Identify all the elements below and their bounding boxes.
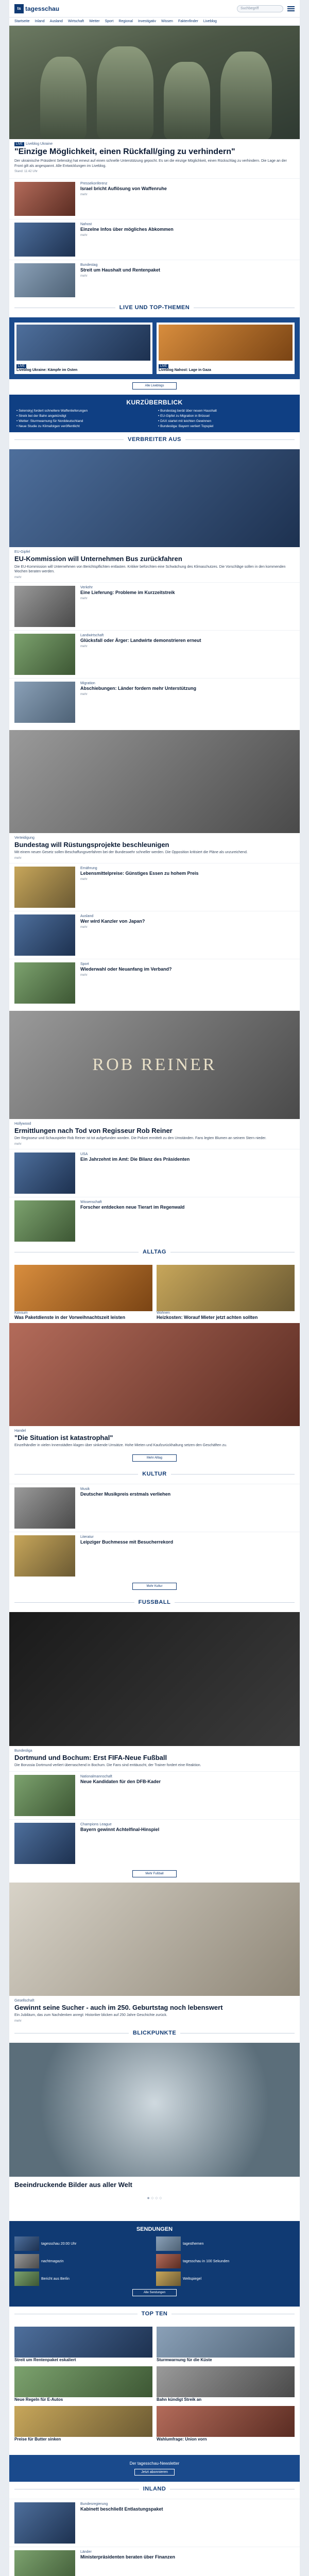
sendungen-section — [9, 2221, 300, 2307]
live-badge: LIVE — [14, 142, 24, 146]
brief-item[interactable]: • Streik bei der Bahn angekündigt — [16, 414, 151, 418]
article-kicker: Pressekonferenz — [80, 182, 108, 186]
article-kicker: Verteidigung — [14, 836, 35, 840]
article-title[interactable]: Preise für Butter sinken — [14, 2437, 61, 2442]
article-thumbnail — [157, 1265, 295, 1311]
nav-item[interactable]: Investigativ — [138, 20, 156, 23]
list-item[interactable] — [9, 911, 300, 959]
list-item[interactable] — [157, 2366, 295, 2402]
list-item[interactable] — [9, 178, 300, 219]
article-meta[interactable]: mehr — [80, 597, 88, 600]
more-alltag-button[interactable]: Mehr Alltag — [132, 1454, 177, 1462]
section-heading-verbreiter: VERBREITER AUS — [9, 432, 300, 449]
article-kicker: Gesellschaft — [14, 1998, 35, 2003]
brief-item[interactable]: • Selenskyj fordert schnellere Waffenlieferungen — [16, 409, 151, 413]
feature-image[interactable] — [9, 730, 300, 833]
article-kicker: Ausland — [80, 914, 94, 918]
newsletter-banner — [9, 2455, 300, 2482]
article-thumbnail — [14, 1775, 75, 1816]
section-heading-topten: TOP TEN — [9, 2307, 300, 2324]
logo-mark: ts — [14, 4, 24, 13]
section-heading-fussball: FUSSBALL — [9, 1595, 300, 1612]
more-sendungen-button[interactable]: Alle Sendungen — [132, 2289, 177, 2296]
feature-image[interactable] — [9, 449, 300, 547]
article-thumbnail — [14, 2406, 152, 2437]
more-kultur-button[interactable]: Mehr Kultur — [132, 1583, 177, 1590]
article-title[interactable]: "Die Situation ist katastrophal" — [14, 1433, 113, 1442]
article-meta[interactable]: mehr — [80, 925, 88, 929]
article-kicker: Bundesliga — [14, 1749, 32, 1753]
section-heading-inland: INLAND — [9, 2482, 300, 2499]
article-meta[interactable]: mehr — [80, 234, 88, 238]
list-item[interactable] — [9, 678, 300, 726]
article-kicker: Verkehr — [80, 585, 93, 589]
show-thumbnail — [14, 2254, 39, 2268]
article-title[interactable]: Lebensmittelpreise: Günstiges Essen zu hohem Preis — [80, 870, 199, 876]
nav-item[interactable]: Ausland — [49, 20, 63, 23]
article-kicker: Ernährung — [80, 866, 97, 870]
article-title[interactable]: Was Paketdienste in der Vorweihnachtszeit leisten — [14, 1314, 126, 1320]
article-thumbnail — [157, 2327, 295, 2358]
article-kicker: Bundestag — [80, 263, 98, 267]
list-item[interactable] — [9, 219, 300, 260]
show-title: tagesthemen — [183, 2242, 204, 2246]
article-kicker: Konsum — [14, 1311, 28, 1315]
menu-icon[interactable] — [287, 6, 295, 11]
more-liveblogs-button[interactable]: Alle Liveblogs — [132, 382, 177, 389]
article-title[interactable]: Israel bricht Auflösung von Waffenruhe — [80, 186, 167, 192]
article-thumbnail — [14, 867, 75, 908]
article-meta[interactable]: mehr — [80, 645, 88, 648]
article-thumbnail — [157, 2406, 295, 2437]
nav-item[interactable]: Sport — [105, 20, 114, 23]
section-heading-alltag: ALLTAG — [9, 1245, 300, 1262]
article-kicker: Literatur — [80, 1535, 94, 1539]
brief-item[interactable]: • Bundestag berät über neuen Haushalt — [158, 409, 293, 413]
article-meta[interactable]: mehr — [80, 877, 88, 881]
article-title[interactable]: Gewinnt seine Sucher - auch im 250. Geburtstag noch lebenswert — [14, 2003, 223, 2011]
nav-item[interactable]: Wirtschaft — [67, 20, 84, 23]
more-fussball-button[interactable]: Mehr Fußball — [132, 1870, 177, 1877]
article-thumbnail — [14, 2327, 152, 2358]
list-item[interactable] — [9, 959, 300, 1007]
list-item[interactable] — [157, 2327, 295, 2362]
list-item[interactable] — [9, 1771, 300, 1819]
show-thumbnail — [14, 2272, 39, 2286]
list-item[interactable] — [9, 1532, 300, 1580]
list-item[interactable] — [9, 863, 300, 911]
article-title[interactable]: Leipziger Buchmesse mit Besucherrekord — [80, 1539, 174, 1545]
logo-text: tagesschau — [25, 5, 60, 12]
sendungen-heading: SENDUNGEN — [136, 2226, 173, 2233]
article-title[interactable]: Forscher entdecken neue Tierart im Regenwald — [80, 1204, 185, 1210]
show-title: nachtmagazin — [41, 2259, 64, 2263]
site-header — [9, 0, 300, 18]
nav-item[interactable]: Inland — [35, 20, 45, 23]
show-card[interactable] — [14, 2254, 153, 2268]
article-thumbnail — [14, 263, 75, 297]
article-title[interactable]: Sturmwarnung für die Küste — [157, 2358, 212, 2363]
image-overlay-text: ROB REINER — [92, 1055, 217, 1074]
article-meta[interactable]: mehr — [80, 193, 88, 197]
show-thumbnail — [156, 2272, 181, 2286]
section-heading-live: LIVE UND TOP-THEMEN — [9, 300, 300, 317]
article-title[interactable]: Abschiebungen: Länder fordern mehr Unterstützung — [80, 685, 197, 691]
article-meta[interactable]: mehr — [80, 275, 88, 278]
gallery-image[interactable] — [9, 2043, 300, 2177]
article-kicker: USA — [80, 1152, 88, 1156]
article-title[interactable]: Deutscher Musikpreis erstmals verliehen — [80, 1491, 171, 1497]
article-kicker: Sport — [80, 962, 89, 966]
article-title[interactable]: Bahn kündigt Streik an — [157, 2397, 202, 2402]
list-item[interactable] — [9, 1197, 300, 1245]
article-thumbnail — [14, 1153, 75, 1194]
article-teaser: Die EU-Kommission will Unternehmen von Berichtspflichten entlasten. Kritiker befürchten eine Schwächung des Klimaschutzes. Die Vorschläge sollen in den kommenden Wochen beraten werden. — [14, 565, 286, 574]
show-title: Weltspiegel — [183, 2277, 202, 2281]
brief-overview — [9, 395, 300, 432]
nav-item[interactable]: Liveblog — [203, 20, 217, 23]
search-input[interactable]: Suchbegriff — [237, 5, 283, 12]
show-title: tagesschau 20:00 Uhr — [41, 2242, 77, 2246]
article-kicker: Wissenschaft — [80, 1200, 102, 1204]
site-logo[interactable] — [14, 4, 59, 13]
main-nav — [9, 18, 300, 26]
show-card[interactable] — [14, 2272, 153, 2286]
article-meta[interactable]: mehr — [14, 856, 22, 860]
list-item[interactable] — [14, 2406, 152, 2442]
nav-item[interactable]: Startseite — [14, 20, 30, 23]
article-thumbnail — [14, 962, 75, 1004]
article-thumbnail — [14, 914, 75, 956]
newsletter-text: Der tagesschau-Newsletter — [129, 2461, 180, 2466]
show-card[interactable] — [156, 2236, 295, 2251]
newsletter-button[interactable]: Jetzt abonnieren — [134, 2469, 175, 2476]
article-kicker: Handel — [14, 1429, 26, 1433]
article-title[interactable]: Dortmund und Bochum: Erst FIFA-Neue Fußball — [14, 1753, 167, 1761]
article-meta[interactable]: mehr — [80, 973, 88, 977]
article-kicker: Landwirtschaft — [80, 633, 104, 637]
article-title[interactable]: Ermittlungen nach Tod von Regisseur Rob Reiner — [14, 1126, 173, 1134]
article-meta[interactable]: mehr — [14, 2019, 22, 2023]
article-meta[interactable]: mehr — [14, 1142, 22, 1146]
nav-item[interactable]: Wissen — [161, 20, 173, 23]
list-item[interactable] — [9, 260, 300, 300]
gallery-pagination[interactable]: ● ○ ○ ○ — [147, 2195, 162, 2201]
article-kicker: Nahost — [80, 223, 92, 227]
article-title[interactable]: Bayern gewinnt Achtelfinal-Hinspiel — [80, 1826, 160, 1832]
live-badge: LIVE — [159, 364, 168, 368]
feature-image[interactable] — [9, 1011, 300, 1119]
article-kicker: Champions League — [80, 1822, 112, 1826]
article-title[interactable]: Streit um Rentenpaket eskaliert — [14, 2358, 76, 2363]
section-heading-blickpunkte: BLICKPUNKTE — [9, 2026, 300, 2043]
gallery-title[interactable]: Beeindruckende Bilder aus aller Welt — [14, 2180, 132, 2189]
list-item[interactable] — [9, 1819, 300, 1867]
list-item[interactable] — [9, 2547, 300, 2576]
feature-image[interactable] — [9, 1883, 300, 1996]
brief-item[interactable]: • Neue Studie zu Klimafolgen veröffentlicht — [16, 425, 151, 428]
list-item[interactable] — [9, 582, 300, 630]
show-card[interactable] — [14, 2236, 153, 2251]
brief-item[interactable]: • Wetter: Sturmwarnung für Norddeutschland — [16, 419, 151, 423]
article-thumbnail — [14, 2502, 75, 2544]
brief-heading: KURZÜBERBLICK — [126, 399, 183, 406]
list-item[interactable] — [9, 1484, 300, 1532]
content-column — [9, 0, 300, 2576]
live-card-title[interactable]: Liveblog Nahost: Lage in Gaza — [159, 368, 211, 372]
list-item[interactable] — [9, 2499, 300, 2547]
list-item[interactable] — [9, 630, 300, 678]
article-thumbnail — [14, 1535, 75, 1577]
article-title[interactable]: Glücksfall oder Ärger: Landwirte demonstrieren erneut — [80, 637, 201, 643]
article-thumbnail — [14, 1823, 75, 1864]
live-card-image — [16, 325, 150, 361]
article-teaser: Ein Jubiläum, das zum Nachdenken anregt: Historiker blicken auf 250 Jahre Geschichte zurück. — [14, 2013, 167, 2018]
article-kicker: Bundesregierung — [80, 2502, 108, 2506]
article-title[interactable]: Neue Kandidaten für den DFB-Kader — [80, 1778, 161, 1784]
section-heading-kultur: KULTUR — [9, 1467, 300, 1484]
feature-image[interactable] — [9, 1612, 300, 1746]
live-badge: LIVE — [16, 364, 26, 368]
show-title: Bericht aus Berlin — [41, 2277, 70, 2281]
article-title[interactable]: Heizkosten: Worauf Mieter jetzt achten sollten — [157, 1314, 258, 1320]
article-thumbnail — [14, 1200, 75, 1242]
article-title[interactable]: Eine Lieferung: Probleme im Kurzzeitstreik — [80, 589, 175, 595]
article-thumbnail — [14, 634, 75, 675]
article-title[interactable]: Wahlumfrage: Union vorn — [157, 2437, 207, 2442]
article-title[interactable]: Ministerpräsidenten beraten über Finanzen — [80, 2554, 176, 2560]
article-title[interactable]: Einzelne Infos über mögliches Abkommen — [80, 227, 174, 232]
list-item[interactable] — [14, 2327, 152, 2362]
hero-teaser: Der ukrainische Präsident Selenskyj hat erneut auf einen schnelle Unterstützung gepocht. Es sei die einzige Möglichkeit, einen Rückschlag zu verhindern. Die Lage an der Front gilt als angespannt. Alle Entwicklungen im Liveblog. — [14, 159, 287, 168]
hero-caption — [9, 139, 300, 178]
brief-item[interactable]: • DAX startet mit leichten Gewinnen — [158, 419, 293, 423]
article-title[interactable]: Bundestag will Rüstungsprojekte beschleunigen — [14, 840, 169, 849]
list-item[interactable] — [14, 1265, 152, 1320]
article-teaser: Die Borussia Dortmund verliert überraschend in Bochum. Die Fans sind enttäuscht, der Trainer fordert eine Reaktion. — [14, 1764, 201, 1768]
live-card[interactable] — [157, 323, 295, 374]
live-card-image — [159, 325, 293, 361]
article-kicker: EU-Gipfel — [14, 550, 30, 554]
article-meta[interactable]: mehr — [80, 692, 88, 696]
show-card[interactable] — [156, 2254, 295, 2268]
article-meta[interactable]: mehr — [14, 575, 22, 579]
article-kicker: Hollywood — [14, 1122, 31, 1126]
hero-meta: Stand: 11:42 Uhr — [14, 170, 38, 174]
article-title[interactable]: Ein Jahrzehnt im Amt: Die Bilanz des Präsidenten — [80, 1156, 190, 1162]
show-thumbnail — [14, 2236, 39, 2251]
hero-kicker: Liveblog Ukraine — [26, 142, 53, 146]
article-kicker: Migration — [80, 681, 95, 685]
hero-image[interactable] — [9, 26, 300, 139]
article-thumbnail — [14, 2366, 152, 2397]
article-thumbnail — [14, 223, 75, 257]
article-title[interactable]: Kabinett beschließt Entlastungspaket — [80, 2506, 163, 2512]
article-thumbnail — [157, 2366, 295, 2397]
show-card[interactable] — [156, 2272, 295, 2286]
article-thumbnail — [14, 182, 75, 216]
list-item[interactable] — [9, 1149, 300, 1197]
article-thumbnail — [14, 1487, 75, 1529]
article-thumbnail — [14, 586, 75, 627]
article-kicker: Länder — [80, 2550, 92, 2554]
article-thumbnail — [14, 1265, 152, 1311]
show-thumbnail — [156, 2236, 181, 2251]
live-card[interactable] — [14, 323, 152, 374]
article-teaser: Mit einem neuen Gesetz sollen Beschaffungsverfahren bei der Bundeswehr schneller werden. Die Opposition kritisiert die Pläne als unzureichend. — [14, 851, 248, 855]
show-title: tagesschau in 100 Sekunden — [183, 2259, 230, 2263]
article-teaser: Einzelhändler in vielen Innenstädten klagen über sinkende Umsätze. Hohe Mieten und Kaufzurückhaltung setzen den Geschäften zu. — [14, 1444, 227, 1448]
list-item[interactable] — [157, 2406, 295, 2442]
article-kicker: Nationalmannschaft — [80, 1774, 112, 1778]
article-title[interactable]: Neue Regeln für E-Autos — [14, 2397, 63, 2402]
live-card-title[interactable]: Liveblog Ukraine: Kämpfe im Osten — [16, 368, 78, 372]
feature-image[interactable] — [9, 1323, 300, 1426]
list-item[interactable] — [14, 2366, 152, 2402]
article-kicker: Musik — [80, 1487, 90, 1491]
show-thumbnail — [156, 2254, 181, 2268]
article-teaser: Der Regisseur und Schauspieler Rob Reiner ist tot aufgefunden worden. Die Polizei ermittelt zu den Umständen. Fans legten Blumen an seinem Stern nieder. — [14, 1137, 267, 1141]
brief-item[interactable]: • EU-Gipfel zu Migration in Brüssel — [158, 414, 293, 418]
article-thumbnail — [14, 2550, 75, 2576]
nav-item[interactable]: Faktenfinder — [178, 20, 198, 23]
article-title[interactable]: Wer wird Kanzler von Japan? — [80, 918, 145, 924]
article-thumbnail — [14, 682, 75, 723]
nav-item[interactable]: Wetter — [89, 20, 100, 23]
article-title[interactable]: Streit um Haushalt und Rentenpaket — [80, 267, 161, 273]
list-item[interactable] — [157, 1265, 295, 1320]
live-section — [9, 317, 300, 379]
article-kicker: Wohnen — [157, 1311, 170, 1315]
article-title[interactable]: EU-Kommission will Unternehmen Bus zurückfahren — [14, 555, 182, 563]
brief-item[interactable]: • Bundesliga: Bayern verliert Topspiel — [158, 425, 293, 428]
nav-item[interactable]: Regional — [118, 20, 133, 23]
article-title[interactable]: Wiederwahl oder Neuanfang im Verband? — [80, 966, 172, 972]
hero-title[interactable]: "Einzige Möglichkeit, einen Rückfall/ging zu verhindern" — [14, 147, 235, 156]
